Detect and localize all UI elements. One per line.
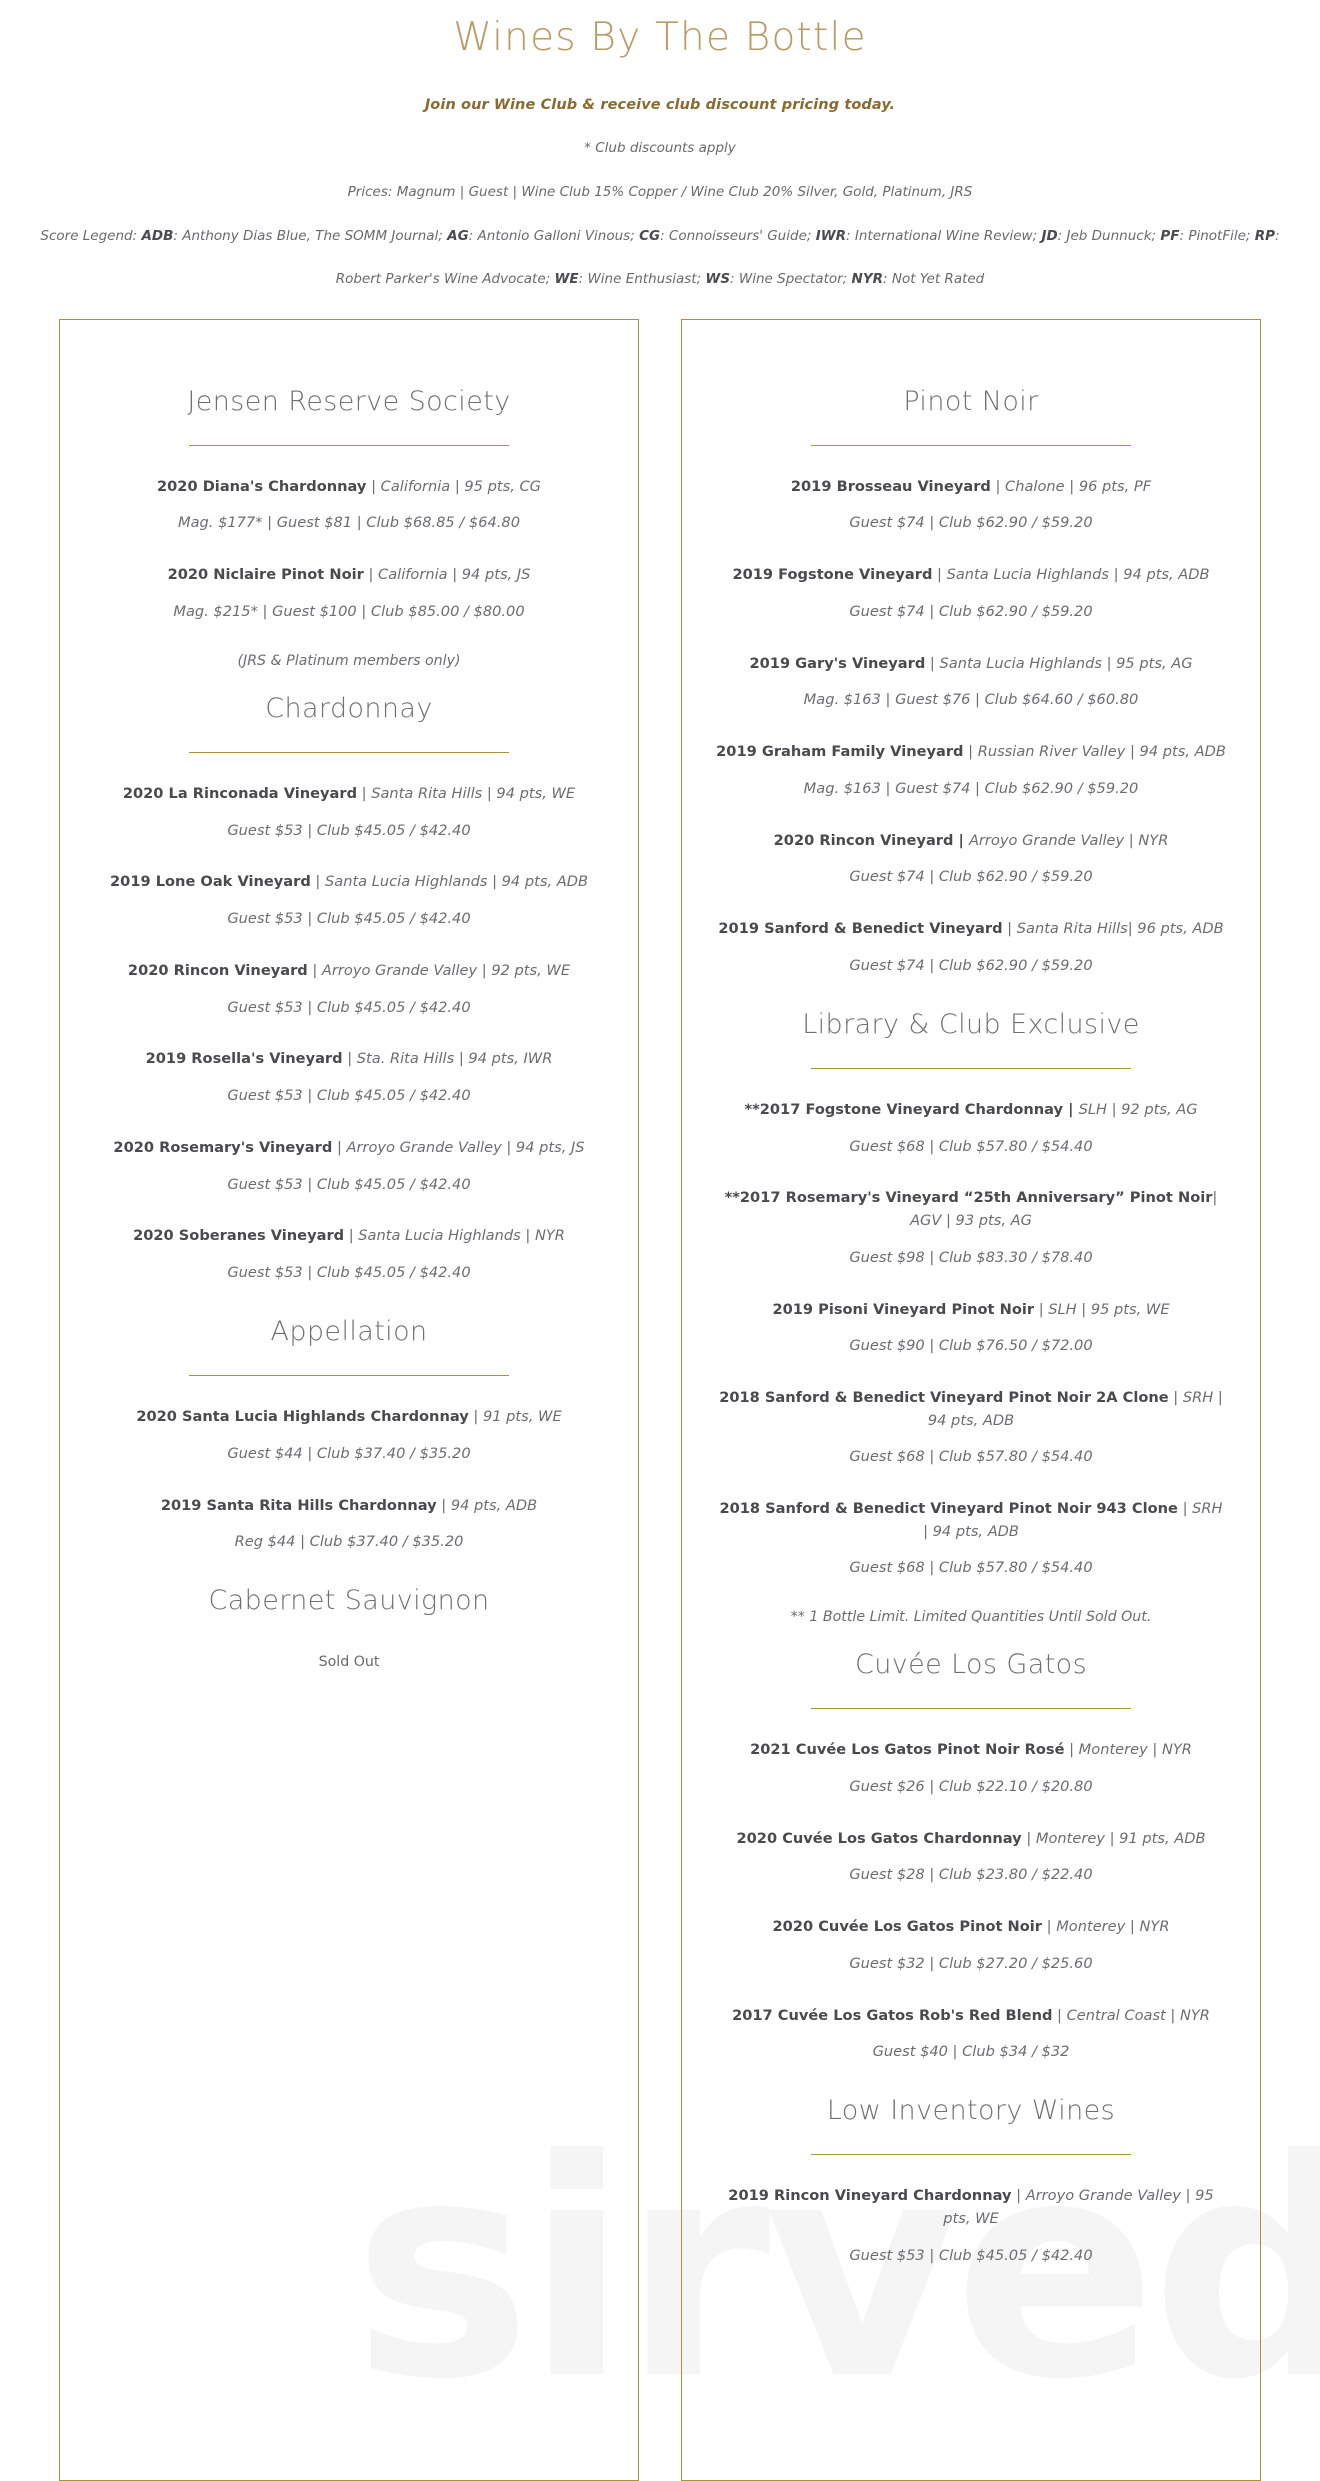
wine-price-line: Guest $90 | Club $76.50 / $72.00 <box>849 1337 1093 1355</box>
wine-price-line: Guest $53 | Club $45.05 / $42.40 <box>227 998 471 1016</box>
wine-entry <box>90 1225 608 1284</box>
wine-name-line <box>90 1137 608 1160</box>
wine-name-line <box>90 871 608 894</box>
section-title: Cuvée Los Gatos <box>854 1649 1088 1681</box>
wine-name: 2020 Cuvée Los Gatos Chardonnay <box>736 1829 1022 1847</box>
wine-region-score: | Santa Lucia Highlands | 94 pts, ADB <box>310 873 588 891</box>
section-title: Chardonnay <box>265 692 433 724</box>
wine-price-line: Guest $74 | Club $62.90 / $59.20 <box>849 602 1093 620</box>
wine-region-score: | Santa Lucia Highlands | 95 pts, AG <box>925 654 1193 672</box>
wine-price-line: Mag. $177* | Guest $81 | Club $68.85 / $64.80 <box>178 514 520 532</box>
menu-column-left <box>59 319 639 2481</box>
section-divider <box>811 445 1131 446</box>
wine-entry <box>90 1137 608 1196</box>
wine-name: 2019 Santa Rita Hills Chardonnay <box>160 1496 437 1514</box>
wine-entry <box>712 1187 1230 1268</box>
wine-price-line: Guest $53 | Club $45.05 / $42.40 <box>849 2246 1093 2264</box>
wine-list <box>712 2185 1230 2266</box>
section-divider <box>189 1375 509 1376</box>
wine-name-line <box>712 1739 1230 1762</box>
wine-name-line <box>712 1099 1230 1122</box>
wine-region-score: | 94 pts, ADB <box>436 1496 538 1514</box>
wine-entry <box>90 871 608 930</box>
wine-entry <box>712 1916 1230 1975</box>
wine-name-line <box>712 2005 1230 2028</box>
wine-region-score: | Central Coast | NYR <box>1052 2006 1210 2024</box>
page-title: Wines By The Bottle <box>453 15 867 60</box>
wine-name: 2020 Rincon Vineyard <box>127 961 308 979</box>
section-title: Jensen Reserve Society <box>187 385 511 417</box>
wine-name-line <box>90 1495 608 1518</box>
wine-entry <box>90 476 608 535</box>
wine-region-score: SLH | 92 pts, AG <box>1078 1100 1198 1118</box>
wine-price-line: Guest $53 | Club $45.05 / $42.40 <box>227 910 471 928</box>
wine-name: 2021 Cuvée Los Gatos Pinot Noir Rosé <box>750 1741 1065 1759</box>
wine-price-line: Mag. $215* | Guest $100 | Club $85.00 / $80.00 <box>173 602 525 620</box>
score-legend-line-1: Score Legend: ADB: Anthony Dias Blue, The SOMM Journal; AG: Antonio Galloni Vinous; CG: Connoisseurs' Guide; IWR: International Wine Review; JD: Jeb Dunnuck; PF: PinotFile; RP: <box>40 228 1280 245</box>
wine-name: **2017 Rosemary's Vineyard “25th Anniversary” Pinot Noir <box>724 1189 1213 1207</box>
wine-price-line: Guest $53 | Club $45.05 / $42.40 <box>227 1087 471 1105</box>
wine-region-score: | Santa Rita Hills | 94 pts, WE <box>357 784 576 802</box>
wine-region-score: | California | 94 pts, JS <box>363 566 531 584</box>
wine-region-score: | SLH | 95 pts, WE <box>1034 1300 1170 1318</box>
wine-entry <box>90 1495 608 1554</box>
wine-price-line: Mag. $163 | Guest $76 | Club $64.60 / $60.80 <box>803 691 1139 709</box>
wine-entry <box>712 1739 1230 1798</box>
wine-price-line: Guest $53 | Club $45.05 / $42.40 <box>227 1175 471 1193</box>
wine-list <box>712 476 1230 977</box>
wine-name-line <box>712 476 1230 499</box>
wine-name-line <box>712 2185 1230 2230</box>
wine-name-line <box>90 564 608 587</box>
wine-region-score: | California | 95 pts, CG <box>366 477 541 495</box>
section-title: Library & Club Exclusive <box>802 1008 1140 1040</box>
wine-entry <box>90 564 608 623</box>
wine-name: 2019 Rincon Vineyard Chardonnay <box>728 2187 1012 2205</box>
section-divider <box>811 1708 1131 1709</box>
wine-entry <box>712 918 1230 977</box>
wine-price-line: Guest $68 | Club $57.80 / $54.40 <box>849 1137 1093 1155</box>
wine-entry <box>712 1498 1230 1579</box>
menu-column-right <box>681 319 1261 2481</box>
wine-entry <box>712 1387 1230 1468</box>
wine-price-line: Reg $44 | Club $37.40 / $35.20 <box>234 1533 464 1551</box>
wine-name-line <box>712 918 1230 941</box>
wine-name-line <box>712 741 1230 764</box>
wine-list <box>90 783 608 1284</box>
wine-name: 2019 Sanford & Benedict Vineyard <box>718 920 1003 938</box>
wine-price-line: Guest $32 | Club $27.20 / $25.60 <box>849 1954 1093 1972</box>
wine-name: 2020 Niclaire Pinot Noir <box>167 566 364 584</box>
wine-entry <box>712 476 1230 535</box>
menu-section <box>90 384 608 669</box>
menu-section <box>90 1314 608 1553</box>
wine-price-line: Guest $26 | Club $22.10 / $20.80 <box>849 1777 1093 1795</box>
wine-name-line <box>90 1406 608 1429</box>
wine-region-score: | Santa Lucia Highlands | 94 pts, ADB <box>932 566 1210 584</box>
wine-region-score: | Arroyo Grande Valley | 94 pts, JS <box>332 1138 585 1156</box>
wine-name: 2019 Lone Oak Vineyard <box>110 873 311 891</box>
wine-region-score: Arroyo Grande Valley | NYR <box>968 831 1169 849</box>
sold-out-note: Sold Out <box>318 1654 380 1671</box>
section-note: ** 1 Bottle Limit. Limited Quantities Until Sold Out. <box>790 1609 1152 1626</box>
wine-price-line: Mag. $163 | Guest $74 | Club $62.90 / $59.20 <box>803 779 1139 797</box>
section-divider <box>189 445 509 446</box>
wine-region-score: | Arroyo Grande Valley | 92 pts, WE <box>307 961 571 979</box>
section-title: Pinot Noir <box>903 385 1039 417</box>
wine-list <box>90 1406 608 1553</box>
wine-name-line <box>90 1048 608 1071</box>
wine-name: 2018 Sanford & Benedict Vineyard Pinot Noir 2A Clone <box>719 1389 1169 1407</box>
menu-header <box>0 0 1320 289</box>
wine-region-score: | Monterey | NYR <box>1064 1741 1192 1759</box>
wine-entry <box>90 1048 608 1107</box>
wine-name-line <box>712 1498 1230 1543</box>
wine-region-score: | AGV | 93 pts, AG <box>910 1189 1218 1230</box>
wine-name: 2019 Pisoni Vineyard Pinot Noir <box>772 1300 1035 1318</box>
wine-price-line: Guest $44 | Club $37.40 / $35.20 <box>227 1444 471 1462</box>
wine-region-score: | SRH | 94 pts, ADB <box>923 1500 1223 1540</box>
wine-name: 2019 Fogstone Vineyard <box>732 566 933 584</box>
section-divider <box>811 2154 1131 2155</box>
wine-entry <box>712 1299 1230 1358</box>
menu-section <box>712 384 1230 977</box>
wine-price-line: Guest $68 | Club $57.80 / $54.40 <box>849 1559 1093 1577</box>
wine-club-cta[interactable]: Join our Wine Club & receive club discount pricing today. <box>424 96 896 113</box>
menu-section <box>712 1007 1230 1625</box>
wine-entry <box>90 960 608 1019</box>
wine-list <box>712 1739 1230 2063</box>
wine-price-line: Guest $53 | Club $45.05 / $42.40 <box>227 1264 471 1282</box>
wine-name-line <box>90 476 608 499</box>
wine-name-line <box>712 1187 1230 1232</box>
wine-price-line: Guest $74 | Club $62.90 / $59.20 <box>849 514 1093 532</box>
club-discount-note: * Club discounts apply <box>584 139 736 156</box>
wine-entry <box>712 564 1230 623</box>
wine-region-score: | SRH | 94 pts, ADB <box>927 1389 1223 1429</box>
section-divider <box>811 1068 1131 1069</box>
section-title: Appellation <box>270 1315 428 1347</box>
wine-name: 2020 Rincon Vineyard | <box>773 831 969 849</box>
wine-price-line: Guest $68 | Club $57.80 / $54.40 <box>849 1448 1093 1466</box>
wine-list <box>712 1099 1230 1579</box>
menu-section <box>90 1583 608 1670</box>
wine-name-line <box>712 1299 1230 1322</box>
wine-name: 2020 Soberanes Vineyard <box>133 1227 345 1245</box>
wine-list <box>90 476 608 623</box>
score-legend-line-2: Robert Parker's Wine Advocate; WE: Wine Enthusiast; WS: Wine Spectator; NYR: Not Yet Rated <box>335 270 985 287</box>
wine-region-score: | Santa Lucia Highlands | NYR <box>344 1227 565 1245</box>
wine-entry <box>712 1099 1230 1158</box>
wine-entry <box>90 783 608 842</box>
wine-name-line <box>712 1387 1230 1432</box>
wine-name-line <box>712 1828 1230 1851</box>
menu-section <box>712 1647 1230 2063</box>
wine-name-line <box>90 960 608 983</box>
wine-region-score: | Arroyo Grande Valley | 95 pts, WE <box>943 2187 1214 2228</box>
wine-name: 2019 Graham Family Vineyard <box>716 743 964 761</box>
wine-name-line <box>712 653 1230 676</box>
wine-entry <box>90 1406 608 1465</box>
menu-columns <box>0 319 1320 2481</box>
wine-price-line: Guest $98 | Club $83.30 / $78.40 <box>849 1248 1093 1266</box>
wine-name-line <box>712 564 1230 587</box>
wine-price-line: Guest $28 | Club $23.80 / $22.40 <box>849 1866 1093 1884</box>
prices-legend: Prices: Magnum | Guest | Wine Club 15% Copper / Wine Club 20% Silver, Gold, Platinum, JRS <box>347 184 973 200</box>
section-title: Cabernet Sauvignon <box>208 1585 490 1617</box>
wine-price-line: Guest $74 | Club $62.90 / $59.20 <box>849 868 1093 886</box>
section-title: Low Inventory Wines <box>826 2095 1116 2127</box>
wine-region-score: | Chalone | 96 pts, PF <box>990 477 1152 495</box>
menu-section <box>712 2093 1230 2266</box>
wine-entry <box>712 2185 1230 2266</box>
wine-entry <box>712 830 1230 889</box>
wine-region-score: | Monterey | 91 pts, ADB <box>1021 1829 1206 1847</box>
wine-name: 2018 Sanford & Benedict Vineyard Pinot Noir 943 Clone <box>719 1500 1178 1518</box>
wine-name: 2020 Santa Lucia Highlands Chardonnay <box>136 1408 469 1426</box>
wine-name: 2019 Rosella's Vineyard <box>145 1050 343 1068</box>
wine-name: 2020 La Rinconada Vineyard <box>122 784 358 802</box>
wine-region-score: | Sta. Rita Hills | 94 pts, IWR <box>342 1050 553 1068</box>
wine-name-line <box>90 1225 608 1248</box>
wine-entry <box>712 1828 1230 1887</box>
wine-region-score: | 91 pts, WE <box>468 1408 562 1426</box>
wine-name: 2020 Rosemary's Vineyard <box>113 1138 333 1156</box>
wine-name: 2019 Brosseau Vineyard <box>790 477 991 495</box>
wine-name: 2019 Gary's Vineyard <box>749 654 926 672</box>
wine-name: **2017 Fogstone Vineyard Chardonnay | <box>744 1100 1079 1118</box>
wine-name: 2020 Cuvée Los Gatos Pinot Noir <box>772 1918 1043 1936</box>
menu-section <box>90 691 608 1284</box>
wine-region-score: | Russian River Valley | 94 pts, ADB <box>963 743 1226 761</box>
wine-name-line <box>712 830 1230 853</box>
wine-name: 2017 Cuvée Los Gatos Rob's Red Blend <box>732 2006 1053 2024</box>
wine-name: 2020 Diana's Chardonnay <box>157 477 367 495</box>
wine-region-score: | Santa Rita Hills| 96 pts, ADB <box>1002 920 1224 938</box>
wine-entry <box>712 2005 1230 2064</box>
wine-name-line <box>90 783 608 806</box>
wine-name-line <box>712 1916 1230 1939</box>
wine-price-line: Guest $40 | Club $34 / $32 <box>872 2043 1070 2061</box>
wine-price-line: Guest $74 | Club $62.90 / $59.20 <box>849 956 1093 974</box>
wine-entry <box>712 653 1230 712</box>
wine-entry <box>712 741 1230 800</box>
wine-price-line: Guest $53 | Club $45.05 / $42.40 <box>227 821 471 839</box>
section-divider <box>189 752 509 753</box>
section-note: (JRS & Platinum members only) <box>237 652 461 669</box>
wine-region-score: | Monterey | NYR <box>1042 1918 1170 1936</box>
